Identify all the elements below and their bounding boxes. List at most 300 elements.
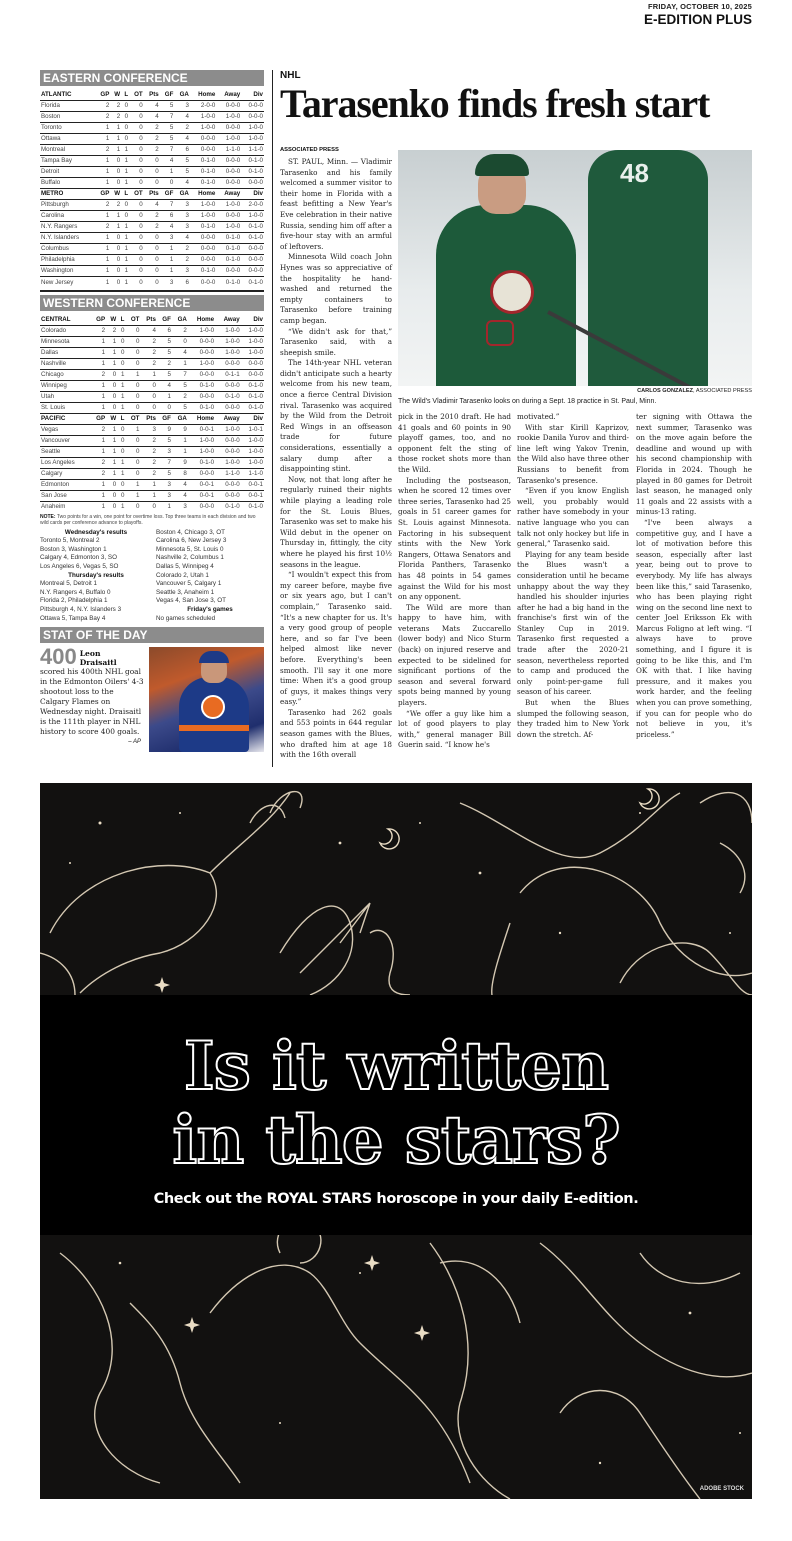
stat-cell: 0-0-0 xyxy=(216,211,241,222)
wild-logo-icon xyxy=(490,270,534,314)
stat-cell: 4 xyxy=(174,178,190,189)
stat-cell: 1 xyxy=(121,244,129,255)
stat-cell: 1 xyxy=(106,425,117,436)
stat-cell: 6 xyxy=(185,278,189,286)
stat-cell: 0-0-0 xyxy=(216,101,241,112)
column-header: GP xyxy=(91,414,107,425)
stat-cell: 0 xyxy=(125,337,140,348)
stat-cell: 0-0-0 xyxy=(190,244,216,255)
stat-cell: 5 xyxy=(172,381,188,392)
table-row xyxy=(40,337,264,348)
team-name: Calgary xyxy=(40,469,91,480)
stat-cell: 2 xyxy=(110,101,121,112)
game-result: Boston 4, Chicago 3, OT xyxy=(156,528,225,536)
stat-cell: 1-0-0 xyxy=(241,447,264,458)
stat-cell: 1 xyxy=(121,167,129,178)
table-row xyxy=(40,156,264,167)
stat-cell: 0-0-0 xyxy=(241,266,264,277)
helmet xyxy=(199,651,229,663)
team-name: Winnipeg xyxy=(40,381,91,392)
stat-cell: 1 xyxy=(167,503,171,511)
stat-cell: 0 xyxy=(106,392,117,403)
team-name: Philadelphia xyxy=(40,255,95,266)
stat-description: scored his 400th NHL goal in the Edmonton Oilers' 4-3 shootout loss to the Calgary Flames on Wednesday night. Draisaitl is the 111th player in NHL history to score 400 goals. xyxy=(40,667,144,737)
stat-cell: 1-0-0 xyxy=(215,458,241,469)
stat-cell: 0-1-0 xyxy=(241,392,264,403)
table-row xyxy=(40,403,264,414)
team-name: Tampa Bay xyxy=(40,156,95,167)
oilers-logo-icon xyxy=(201,695,225,719)
stat-cell: 5 xyxy=(160,101,175,112)
stat-cell: 0-1-0 xyxy=(216,244,241,255)
stat-cell: 1 xyxy=(125,425,140,436)
division-header-atlantic xyxy=(40,90,264,101)
stat-cell: 0 xyxy=(106,491,117,502)
stat-cell: 2 xyxy=(91,458,107,469)
stat-cell: 2 xyxy=(140,436,156,447)
stat-cell: 1 xyxy=(91,436,107,447)
stat-cell: 7 xyxy=(157,458,172,469)
stat-cell: 1 xyxy=(110,211,121,222)
stat-cell: 0 xyxy=(125,403,140,414)
article-byline: ASSOCIATED PRESS xyxy=(280,147,339,153)
game-result: No games scheduled xyxy=(156,614,216,622)
column-header: GF xyxy=(160,90,175,101)
stat-cell: 0 xyxy=(110,178,121,189)
column-header: GF xyxy=(157,315,172,326)
stat-cell: 3 xyxy=(157,447,172,458)
stat-cell: 0-0-1 xyxy=(188,491,215,502)
stat-cell: 2 xyxy=(95,200,110,211)
stat-cell: 0-0-0 xyxy=(188,469,215,480)
team-name: Anaheim xyxy=(41,503,66,511)
stat-cell: 1-0-0 xyxy=(241,436,264,447)
stat-cell: 0-1-0 xyxy=(188,458,215,469)
stat-cell: 0-0-0 xyxy=(216,156,241,167)
column-divider xyxy=(272,70,273,767)
stat-cell: 0 xyxy=(129,244,144,255)
stat-text-block xyxy=(40,644,145,752)
column-header: Div xyxy=(241,189,264,200)
game-result: Florida 2, Philadelphia 1 xyxy=(40,597,108,605)
article-paragraph: pick in the 2010 draft. He had 41 goals and 60 points in 90 playoff games, too, and no opponent felt the sting of those rocket shots more than the Wild. xyxy=(398,412,511,474)
column-header: GP xyxy=(95,90,110,101)
stat-cell: 2 xyxy=(95,112,110,123)
stat-cell: 1 xyxy=(91,381,107,392)
ad-title xyxy=(40,1029,752,1177)
stat-cell: 3 xyxy=(160,233,175,244)
stat-cell: 1 xyxy=(120,503,125,511)
team-name: Ottawa xyxy=(40,134,95,145)
stat-cell: 0-0-0 xyxy=(215,436,241,447)
stat-cell: 0 xyxy=(129,233,144,244)
stat-cell: 0-1-0 xyxy=(248,503,263,511)
table-row xyxy=(40,469,264,480)
stat-cell: 1 xyxy=(172,447,188,458)
column-header: W xyxy=(106,414,117,425)
stat-cell: 1-0-0 xyxy=(241,326,264,337)
article-column-4 xyxy=(636,412,752,740)
article-paragraph: “We offer a guy like him a lot of good players to play with,” general manager Bill Guerin said. “I know he's xyxy=(398,708,511,750)
stat-cell: 1-0-0 xyxy=(188,436,215,447)
stat-cell: 1 xyxy=(91,447,107,458)
stat-cell: 4 xyxy=(157,381,172,392)
game-results xyxy=(40,529,264,624)
column-header: Home xyxy=(188,414,215,425)
stat-cell: 4 xyxy=(140,326,156,337)
team-name: N.Y. Islanders xyxy=(40,233,95,244)
stat-cell: 0-0-0 xyxy=(216,167,241,178)
team-name: Vancouver xyxy=(40,436,91,447)
stat-cell: 0 xyxy=(117,480,125,491)
game-result: Carolina 6, New Jersey 3 xyxy=(156,537,227,545)
stat-cell: 0 xyxy=(110,255,121,266)
table-row xyxy=(40,447,264,458)
stat-cell: 0-1-0 xyxy=(188,381,215,392)
stat-cell: 2 xyxy=(140,469,156,480)
table-row xyxy=(40,277,264,288)
team-name: Buffalo xyxy=(40,178,95,189)
stat-cell: 0-0-0 xyxy=(241,255,264,266)
game-result: Minnesota 5, St. Louis 0 xyxy=(156,545,224,553)
stat-cell: 0 xyxy=(121,211,129,222)
stat-cell: 1 xyxy=(95,244,110,255)
column-header: W xyxy=(106,315,117,326)
stat-cell: 4 xyxy=(174,112,190,123)
stat-cell: 1-0-0 xyxy=(215,337,241,348)
stat-cell: 0 xyxy=(106,480,117,491)
table-row xyxy=(40,491,264,502)
stat-cell: 2 xyxy=(157,359,172,370)
stat-cell: 2 xyxy=(172,392,188,403)
stat-cell: 1-0-0 xyxy=(188,447,215,458)
stat-cell: 1-0-0 xyxy=(216,200,241,211)
standings-column xyxy=(40,70,264,752)
article-column-1 xyxy=(280,157,392,761)
stat-cell: 2 xyxy=(140,458,156,469)
stat-cell: 0 xyxy=(144,156,160,167)
table-row xyxy=(40,112,264,123)
stat-cell: 1-0-0 xyxy=(216,222,241,233)
stat-cell: 0 xyxy=(155,278,159,286)
stat-cell: 0-0-0 xyxy=(215,491,241,502)
table-row xyxy=(40,326,264,337)
stat-cell: 0-0-0 xyxy=(241,112,264,123)
stat-cell: 0 xyxy=(110,156,121,167)
stat-cell: 0 xyxy=(121,101,129,112)
stat-cell: 4 xyxy=(172,480,188,491)
ad-subtitle: Check out the ROYAL STARS horoscope in your daily E-edition. xyxy=(153,1191,639,1207)
stat-cell: 1 xyxy=(172,436,188,447)
stat-cell: 1 xyxy=(91,337,107,348)
stat-cell: 0-1-0 xyxy=(225,278,241,286)
stat-cell: 1 xyxy=(110,134,121,145)
stat-cell: 4 xyxy=(144,112,160,123)
stat-cell: 0 xyxy=(117,359,125,370)
game-result: Vegas 4, San Jose 3, OT xyxy=(156,597,227,605)
stat-cell: 0 xyxy=(106,381,117,392)
stat-cell: 1 xyxy=(110,123,121,134)
game-result: N.Y. Rangers 4, Buffalo 0 xyxy=(40,588,111,596)
stat-cell: 0 xyxy=(116,278,121,286)
stat-cell: 0 xyxy=(157,403,172,414)
column-header: OT xyxy=(129,90,144,101)
game-result: Nashville 2, Columbus 1 xyxy=(156,554,224,562)
article-paragraph: “We didn't ask for that,” Tarasenko said, with a sheepish smile. xyxy=(280,326,392,357)
table-row xyxy=(40,370,264,381)
results-column-1 xyxy=(40,529,152,624)
stat-cell: 2 xyxy=(91,370,107,381)
stat-cell: 3 xyxy=(174,200,190,211)
stat-cell: 2 xyxy=(140,348,156,359)
results-heading: Thursday's results xyxy=(68,571,124,579)
division-name: METRO xyxy=(40,189,95,200)
stat-credit: – AP xyxy=(128,739,141,746)
stat-cell: 1-0-0 xyxy=(190,123,216,134)
stat-cell: 0-0-0 xyxy=(241,359,264,370)
western-conference-header: WESTERN CONFERENCE xyxy=(40,295,264,311)
stat-cell: 1 xyxy=(140,480,156,491)
stat-cell: 4 xyxy=(174,134,190,145)
stat-cell: 0-1-0 xyxy=(190,156,216,167)
team-name: Dallas xyxy=(40,348,91,359)
stat-cell: 4 xyxy=(172,348,188,359)
stat-cell: 1-0-0 xyxy=(241,458,264,469)
team-name: Nashville xyxy=(40,359,91,370)
stat-cell: 0 xyxy=(160,178,175,189)
stat-cell: 0 xyxy=(129,123,144,134)
stat-cell: 5 xyxy=(160,134,175,145)
stat-headline xyxy=(40,644,145,670)
stat-cell: 0-0-0 xyxy=(190,255,216,266)
column-header: OT xyxy=(125,414,140,425)
stat-cell: 1 xyxy=(95,255,110,266)
stat-cell: 1 xyxy=(110,145,121,156)
horoscope-ad[interactable] xyxy=(40,783,752,1499)
stat-of-the-day xyxy=(40,644,264,752)
game-result: Dallas 5, Winnipeg 4 xyxy=(156,562,214,570)
stat-cell: 1-0-0 xyxy=(215,326,241,337)
stat-cell: 0-1-0 xyxy=(216,233,241,244)
stat-cell: 0 xyxy=(125,359,140,370)
stat-cell: 0 xyxy=(125,392,140,403)
stat-cell: 7 xyxy=(160,145,175,156)
stat-cell: 0 xyxy=(129,255,144,266)
team-name: Boston xyxy=(40,112,95,123)
stat-cell: 2 xyxy=(144,222,160,233)
stat-cell: 0 xyxy=(125,436,140,447)
column-header: GA xyxy=(172,315,188,326)
stat-cell: 0-1-0 xyxy=(241,403,264,414)
stat-cell: 0 xyxy=(110,167,121,178)
article-paragraph: motivated.” xyxy=(517,412,560,421)
stat-cell: 1 xyxy=(121,178,129,189)
stat-cell: 8 xyxy=(172,469,188,480)
stat-cell: 1 xyxy=(95,211,110,222)
stat-cell: 0-0-0 xyxy=(200,278,216,286)
stat-cell: 0-1-0 xyxy=(190,222,216,233)
stat-cell: 0 xyxy=(139,278,143,286)
stat-cell: 1 xyxy=(125,480,140,491)
stat-cell: 2 xyxy=(91,469,107,480)
stat-cell: 0-0-0 xyxy=(190,233,216,244)
article-paragraph: ST. PAUL, Minn. — Vladimir Tarasenko and his family welcomed a summer visitor to their home in Florida with a feast befitting a New Year's Eve celebration in their native Russia, sending him off after a five-hour stay with an armful of leftovers. xyxy=(280,157,392,251)
stat-cell: 0-0-0 xyxy=(215,359,241,370)
stat-cell: 0 xyxy=(129,134,144,145)
stat-cell: 1 xyxy=(121,156,129,167)
table-row xyxy=(40,266,264,277)
stat-cell: 1 xyxy=(125,370,140,381)
teammate-jersey-number: 48 xyxy=(620,158,649,188)
division-header-central xyxy=(40,315,264,326)
stat-cell: 0-1-0 xyxy=(216,255,241,266)
stat-cell: 0-1-0 xyxy=(225,503,240,511)
stat-cell: 1 xyxy=(160,255,175,266)
column-header: OT xyxy=(129,189,144,200)
stat-cell: 2 xyxy=(144,123,160,134)
stat-cell: 0-0-0 xyxy=(188,370,215,381)
stat-cell: 0-0-0 xyxy=(241,178,264,189)
stat-cell: 0 xyxy=(125,447,140,458)
stat-cell: 2 xyxy=(172,326,188,337)
stat-cell: 1-0-0 xyxy=(241,123,264,134)
game-result: Boston 3, Washington 1 xyxy=(40,545,107,553)
stat-cell: 0 xyxy=(140,381,156,392)
jersey-stripe xyxy=(179,725,249,731)
article-kicker: NHL xyxy=(280,70,301,81)
article-paragraph: “I've been always a competitive guy, and I have a lot of motivation before this season, especially after last year, being out to prove to everybody. My life has always been like this,” said Tarasenko, who has been playing right wing on the second line next to center Joel Eriksson Ek with Marcus Foligno at left wing. “I always have to prove something, and I figure it is going to be like this, and I'm OK with that. I like having pressure, and it makes you work harder, and the feeling when you can prove something, if you can for people who do not believe in you, it's priceless.” xyxy=(636,517,752,739)
stat-cell: 4 xyxy=(160,156,175,167)
stat-cell: 0-1-0 xyxy=(190,178,216,189)
team-name: Carolina xyxy=(40,211,95,222)
stat-cell: 0 xyxy=(144,266,160,277)
stat-cell: 5 xyxy=(172,403,188,414)
stat-cell: 2 xyxy=(106,326,117,337)
stat-cell: 1 xyxy=(95,167,110,178)
stat-cell: 0 xyxy=(110,266,121,277)
stat-cell: 2-0-0 xyxy=(190,101,216,112)
stat-cell: 0 xyxy=(172,337,188,348)
stat-cell: 0 xyxy=(117,337,125,348)
stat-cell: 0 xyxy=(129,156,144,167)
stat-cell: 0 xyxy=(129,211,144,222)
ad-image-credit: ADOBE STOCK xyxy=(699,1486,744,1492)
game-result: Calgary 4, Edmonton 3, SO xyxy=(40,554,118,562)
stat-cell: 0-1-0 xyxy=(190,167,216,178)
stat-cell: 0 xyxy=(106,370,117,381)
team-name: Utah xyxy=(40,392,91,403)
stat-cell: 1 xyxy=(160,244,175,255)
team-name: San Jose xyxy=(40,491,91,502)
stat-cell: 1 xyxy=(117,403,125,414)
stat-cell: 1 xyxy=(121,266,129,277)
article-paragraph: The 14th-year NHL veteran didn't anticipate such a hearty welcome from his new team, once a fierce Central Division rival. Tarasenko was acquired by the Wild from the Detroit Red Wings in an offseason trade for future considerations, essentially a salary dump after a disappointing stint. xyxy=(280,358,392,474)
stat-cell: 1-0-0 xyxy=(215,348,241,359)
stat-cell: 4 xyxy=(144,101,160,112)
stat-cell: 0-0-0 xyxy=(241,370,264,381)
stat-cell: 4 xyxy=(172,491,188,502)
stat-cell: 1-1-0 xyxy=(241,145,264,156)
stat-cell: 0-1-0 xyxy=(241,222,264,233)
stat-cell: 5 xyxy=(157,370,172,381)
game-result: Pittsburgh 4, N.Y. Islanders 3 xyxy=(40,605,122,613)
stat-cell: 0-0-1 xyxy=(241,491,264,502)
stat-cell: 0 xyxy=(110,244,121,255)
stat-cell: 3 xyxy=(183,503,187,511)
table-row xyxy=(40,167,264,178)
stat-cell: 0 xyxy=(117,491,125,502)
division-name: CENTRAL xyxy=(40,315,91,326)
article-paragraph: With star Kirill Kaprizov, rookie Danila Yurov and third-line left wing Yakov Trenin, the Wild also have three other Russians to benefit from Tarasenko's presence. xyxy=(517,422,629,485)
results-heading: Friday's games xyxy=(187,605,233,613)
stat-cell: 0-0-0 xyxy=(216,266,241,277)
table-row xyxy=(40,211,264,222)
stat-cell: 1-0-0 xyxy=(216,134,241,145)
stat-cell: 0 xyxy=(106,403,117,414)
stat-cell: 1 xyxy=(95,123,110,134)
stat-cell: 2 xyxy=(144,211,160,222)
stat-cell: 1 xyxy=(106,348,117,359)
article-paragraph: Including the postseason, when he scored 12 times over three series, Tarasenko had 25 goals in 51 career games for St. Louis against Minnesota. Factoring in his subsequent stints with the New York Rangers, Ottawa Senators and Florida Panthers, Tarasenko has 48 points in 54 games against the Wild for his most on any opponent. xyxy=(398,475,511,602)
stat-cell: 1 xyxy=(95,233,110,244)
stat-cell: 1 xyxy=(125,491,140,502)
stat-cell: 1 xyxy=(91,392,107,403)
stat-cell: 2 xyxy=(95,222,110,233)
column-header: GF xyxy=(157,414,172,425)
stat-cell: 0 xyxy=(121,200,129,211)
table-row xyxy=(40,244,264,255)
team-name: Seattle xyxy=(40,447,91,458)
team-name: Edmonton xyxy=(40,480,91,491)
stat-cell: 0 xyxy=(152,503,156,511)
team-name: Florida xyxy=(40,101,95,112)
stat-cell: 1-0-0 xyxy=(241,134,264,145)
team-name: Toronto xyxy=(40,123,95,134)
column-header: Away xyxy=(216,189,241,200)
game-result: Los Angeles 6, Vegas 5, SO xyxy=(40,562,119,570)
stat-cell: 1 xyxy=(105,278,110,286)
stat-cell: 1-0-0 xyxy=(215,425,241,436)
edition-date: FRIDAY, OCTOBER 10, 2025 xyxy=(647,2,752,11)
stat-cell: 5 xyxy=(160,123,175,134)
column-header: GA xyxy=(172,414,188,425)
stat-cell: 5 xyxy=(174,156,190,167)
stat-cell: 4 xyxy=(160,222,175,233)
stat-cell: 0 xyxy=(117,348,125,359)
stat-cell: 0-0-0 xyxy=(215,447,241,458)
stat-cell: 1-0-0 xyxy=(241,348,264,359)
table-row xyxy=(40,502,264,513)
column-header: Away xyxy=(215,414,241,425)
team-name: Vegas xyxy=(40,425,91,436)
column-header: GA xyxy=(174,90,190,101)
stat-cell: 5 xyxy=(157,348,172,359)
stat-cell: 1 xyxy=(121,145,129,156)
team-name: Chicago xyxy=(40,370,91,381)
table-row xyxy=(40,123,264,134)
note-label: NOTE: xyxy=(40,513,56,520)
game-result: Seattle 3, Anaheim 1 xyxy=(156,588,215,596)
table-row xyxy=(40,348,264,359)
column-header: GF xyxy=(160,189,175,200)
table-row xyxy=(40,458,264,469)
stat-cell: 1-0-0 xyxy=(241,211,264,222)
stat-cell: 1 xyxy=(106,337,117,348)
table-row xyxy=(40,436,264,447)
stat-cell: 0-1-0 xyxy=(241,381,264,392)
stat-cell: 7 xyxy=(160,200,175,211)
note-text: Two points for a win, one point for overtime loss. Top three teams in each division and two wild cards per conference advance to playoffs. xyxy=(40,513,256,526)
